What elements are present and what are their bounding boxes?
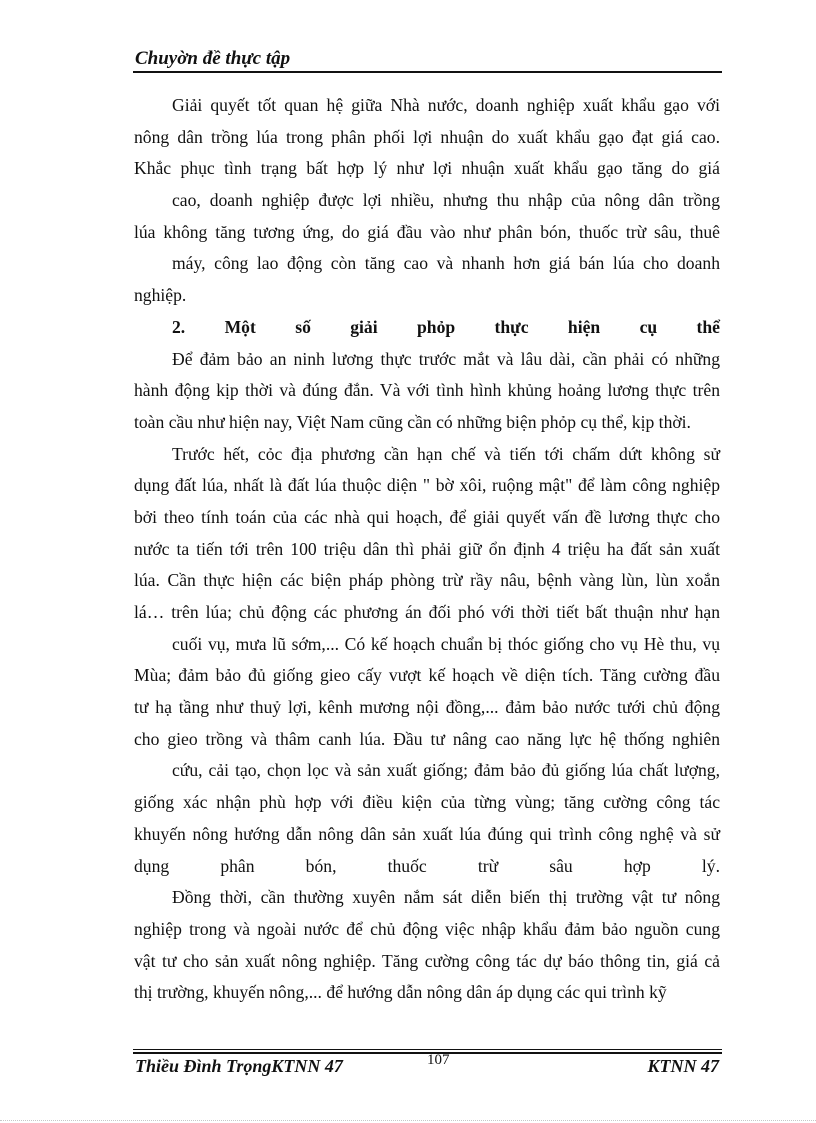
- text-line: tư hạ tầng như thuỷ lợi, kênh mương nội đồng,... đảm bảo nước tưới chủ động: [134, 697, 720, 718]
- text-line: khuyến nông hướng dẫn nông dân sản xuất lúa đúng qui trình công nghệ và sử: [134, 823, 720, 844]
- text-line: vật tư cho sản xuất nông nghiệp. Tăng cường công tác dự báo thông tin, giá cả: [134, 950, 720, 971]
- text-line: cuối vụ, mưa lũ sớm,... Có kế hoạch chuẩn bị thóc giống cho vụ Hè thu, vụ: [172, 633, 720, 654]
- text-line: Đồng thời, cần thường xuyên nắm sát diễn biến thị trường vật tư nông: [172, 887, 720, 908]
- text-line: bởi theo tính toán của các nhà qui hoạch, để giải quyết vấn đề lương thực cho: [134, 506, 720, 527]
- text-line: thị trường, khuyến nông,... để hướng dẫn nông dân áp dụng các qui trình kỹ: [134, 982, 667, 1003]
- text-line: nông dân trồng lúa trong phân phối lợi nhuận do xuất khẩu gạo đạt giá cao.: [134, 126, 720, 147]
- text-line: lá… trên lúa; chủ động các phương án đối phó với thời tiết bất thuận như hạn: [134, 602, 720, 622]
- page-bottom-dotted-border: [0, 1120, 816, 1121]
- text-line: Khắc phục tình trạng bất hợp lý như lợi nhuận xuất khẩu gạo tăng do giá: [134, 158, 720, 179]
- header-divider: [133, 71, 722, 73]
- page-header-title: Chuyờn đề thực tập: [135, 48, 291, 69]
- text-line: Trước hết, cỏc địa phương cần hạn chế và tiến tới chấm dứt không sử: [172, 443, 720, 464]
- text-line: hành động kịp thời và đúng đắn. Và với tình hình khủng hoảng lương thực trên: [134, 380, 720, 401]
- body-text: [134, 90, 720, 1009]
- footer-author: Thiều Đình TrọngKTNN 47: [135, 1056, 343, 1076]
- text-line: toàn cầu như hiện nay, Việt Nam cũng cần có những biện phỏp cụ thể, kịp thời.: [134, 411, 691, 432]
- footer-divider: [133, 1049, 722, 1050]
- text-line: Để đảm bảo an ninh lương thực trước mắt và lâu dài, cần phải có những: [172, 348, 720, 369]
- text-line: nghiệp.: [134, 285, 187, 306]
- text-line: Giải quyết tốt quan hệ giữa Nhà nước, doanh nghiệp xuất khẩu gạo với: [172, 95, 720, 115]
- text-line: nước ta tiến tới trên 100 triệu dân thì phải giữ ổn định 4 triệu ha đất sản xuất: [134, 538, 720, 559]
- text-line: dụng đất lúa, nhất là đất lúa thuộc diện " bờ xôi, ruộng mật" để làm công nghiệp: [134, 475, 720, 496]
- footer-class-code: KTNN 47: [647, 1056, 719, 1076]
- text-line: nghiệp trong và ngoài nước để chủ động việc nhập khẩu đảm bảo nguồn cung: [134, 918, 720, 939]
- text-line: cao, doanh nghiệp được lợi nhiều, nhưng thu nhập của nông dân trồng: [172, 190, 720, 211]
- text-line: dụng phân bón, thuốc trừ sâu hợp lý.: [134, 855, 720, 876]
- text-line: lúa không tăng tương ứng, do giá đầu vào như phân bón, thuốc trừ sâu, thuê: [134, 221, 720, 242]
- page-number: 107: [427, 1052, 450, 1068]
- text-line: giống xác nhận phù hợp với điều kiện của từng vùng; tăng cường công tác: [134, 792, 720, 813]
- text-line: cứu, cải tạo, chọn lọc và sản xuất giống; đảm bảo đủ giống lúa chất lượng,: [172, 760, 720, 781]
- text-line: Mùa; đảm bảo đủ giống gieo cấy vượt kế hoạch về diện tích. Tăng cường đầu: [134, 665, 720, 686]
- text-line: lúa. Cần thực hiện các biện pháp phòng trừ rầy nâu, bệnh vàng lùn, lùn xoắn: [134, 570, 720, 591]
- section-heading: 2. Một số giải phỏp thực hiện cụ thể: [172, 316, 720, 337]
- text-line: máy, công lao động còn tăng cao và nhanh hơn giá bán lúa cho doanh: [172, 253, 720, 274]
- text-line: cho gieo trồng và thâm canh lúa. Đầu tư nâng cao năng lực hệ thống nghiên: [134, 728, 720, 749]
